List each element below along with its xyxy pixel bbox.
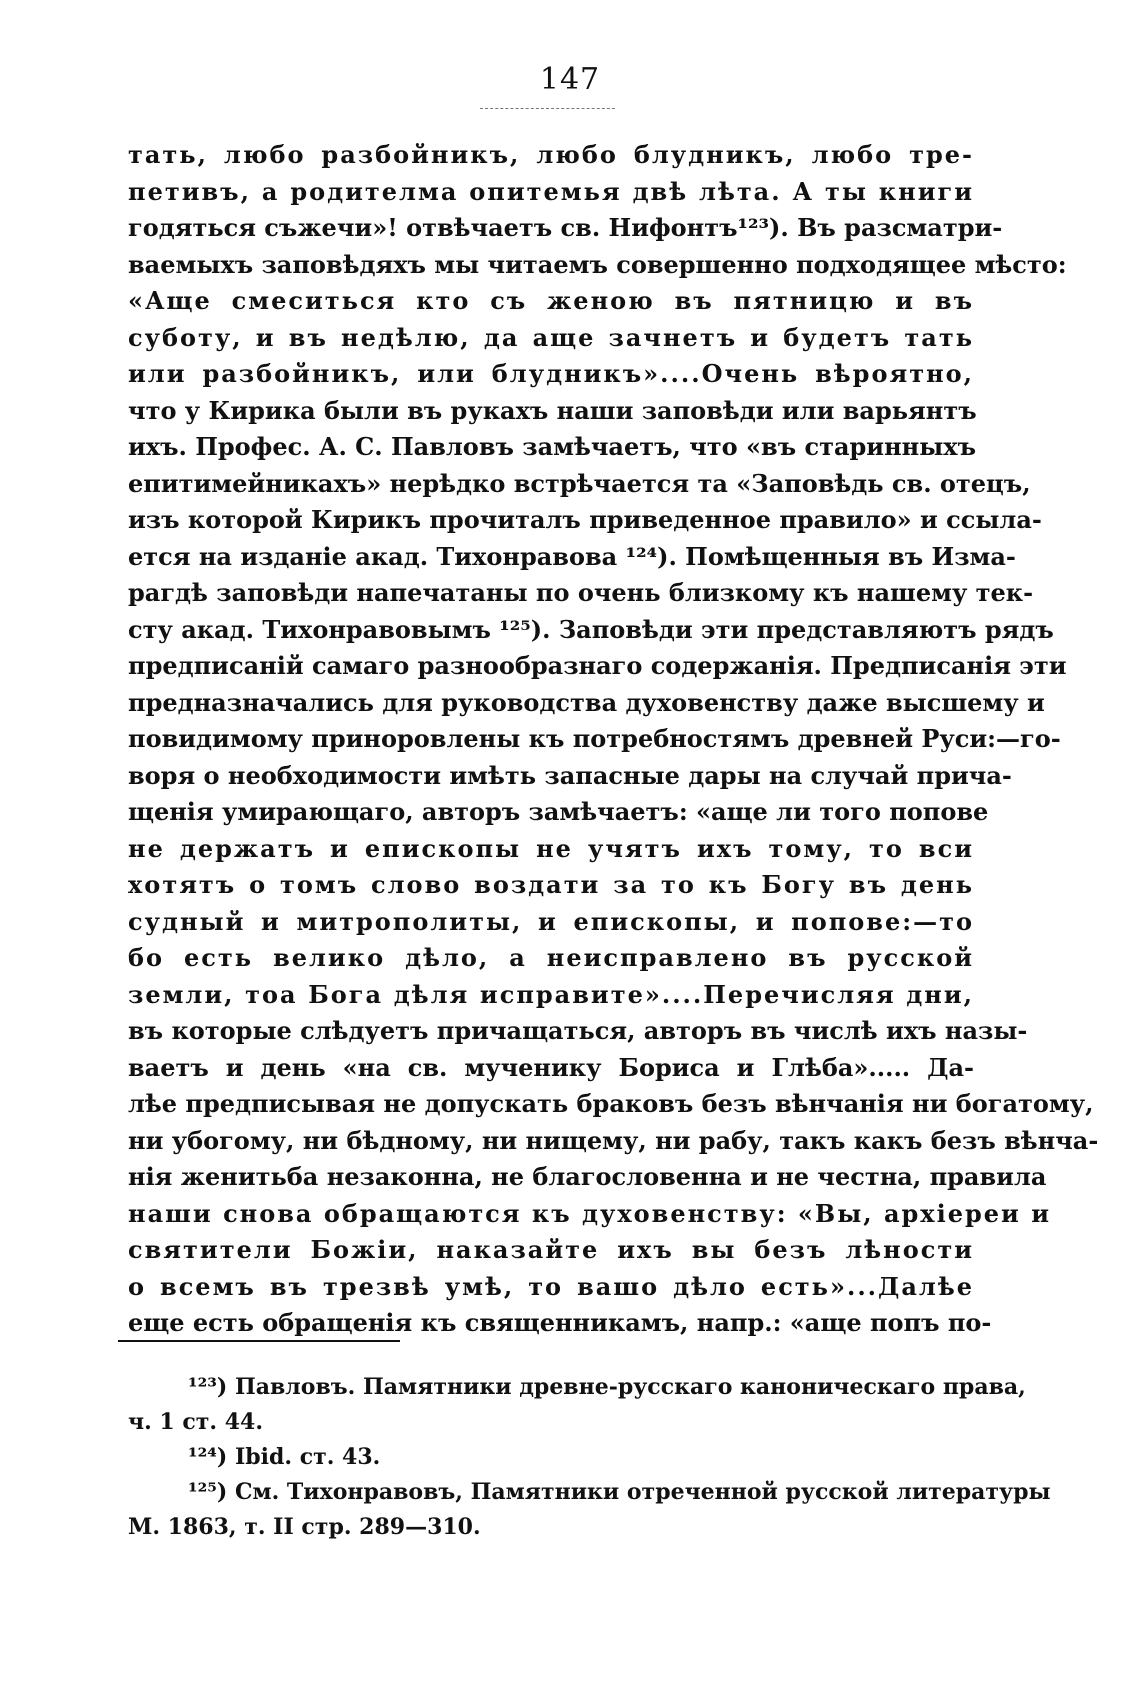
text-line: петивъ, а родителма опитемья двѣ лѣта. А ты книги xyxy=(128,176,974,206)
text-line: что у Кирика были въ рукахъ наши заповѣди или варьянтъ xyxy=(128,395,977,425)
text-line: лѣе предписывая не допускать браковъ безъ вѣнчанія ни богатому, xyxy=(128,1089,1094,1118)
text-line: ется на изданіе акад. Тихонравова ¹²⁴). Помѣщенныя въ Изма- xyxy=(128,541,1016,571)
text-line: рагдѣ заповѣди напечатаны по очень близкому къ нашему тек- xyxy=(128,578,1034,607)
text-line: «Аще смеситься кто съ женою въ пятницю и въ xyxy=(128,286,974,315)
text-line: сту акад. Тихонравовымъ ¹²⁵). Заповѣди эти представляютъ рядъ xyxy=(128,614,1054,644)
footnote-123: ¹²³) Павловъ. Памятники древне-русскаго каноническаго права, xyxy=(188,1374,1026,1400)
text-line: не держатъ и епископы не учятъ ихъ тому, то вси xyxy=(128,833,974,863)
text-line: предназначались для руководства духовенству даже высшему и xyxy=(128,687,1045,717)
text-line: годяться съжечи»! отвѣчаетъ св. Нифонтъ¹²³). Въ разсматри- xyxy=(128,213,1003,242)
footnote-123-continued: ч. 1 ст. 44. xyxy=(128,1409,264,1435)
text-line: бо есть велико дѣло, а неисправлено въ русской xyxy=(128,943,974,972)
main-text xyxy=(128,137,1099,1342)
page-number: 147 xyxy=(539,62,601,97)
text-line: повидимому приноровлены къ потребностямъ древней Руси:—го- xyxy=(128,724,1061,753)
footnote-125: ¹²⁵) См. Тихонравовъ, Памятники отреченной русской литературы xyxy=(188,1479,1051,1505)
text-line: ихъ. Профес. А. С. Павловъ замѣчаетъ, что «въ старинныхъ xyxy=(128,432,976,461)
text-line: суботу, и въ недѣлю, да аще зачнетъ и будетъ тать xyxy=(128,322,974,352)
text-line: или разбойникъ, или блудникъ»....Очень вѣроятно, xyxy=(128,359,974,388)
text-line: предписаній самаго разнообразнаго содержанія. Предписанія эти xyxy=(128,651,1067,680)
footnotes xyxy=(128,1370,1051,1545)
text-line: хотятъ о томъ слово воздати за то къ Богу въ день xyxy=(128,870,974,899)
text-line: еще есть обращенія къ священникамъ, напр.: «аще попъ по- xyxy=(128,1308,992,1337)
text-line: тать, любо разбойникъ, любо блудникъ, любо тре- xyxy=(128,140,974,169)
text-line: щенія умирающаго, авторъ замѣчаетъ: «аще ли того попове xyxy=(128,797,989,826)
footnote-125-continued: М. 1863, т. II стр. 289—310. xyxy=(128,1514,481,1540)
text-line: воря о необходимости имѣть запасные дары на случай прича- xyxy=(128,760,1012,790)
text-line: изъ которой Кирикъ прочиталъ приведенное правило» и ссыла- xyxy=(128,505,1042,534)
footnote-124: ¹²⁴) Ibid. ст. 43. xyxy=(188,1444,381,1470)
text-line: о всемъ въ трезвѣ умѣ, то вашо дѣло есть»...Далѣе xyxy=(128,1271,974,1301)
text-line: наши снова обращаются къ духовенству: «Вы, архіереи и xyxy=(128,1198,1051,1228)
text-line: въ которые слѣдуетъ причащаться, авторъ въ числѣ ихъ назы- xyxy=(128,1016,1028,1045)
text-line: нія женитьба незаконна, не благословенна и не честна, правила xyxy=(128,1162,1047,1191)
text-line: ни убогому, ни бѣдному, ни нищему, ни рабу, такъ какъ безъ вѣнча- xyxy=(128,1125,1099,1155)
text-line: ваемыхъ заповѣдяхъ мы читаемъ совершенно подходящее мѣсто: xyxy=(128,249,1067,279)
text-line: святители Божіи, наказайте ихъ вы безъ лѣности xyxy=(128,1235,974,1264)
text-line: судный и митрополиты, и епископы, и попове:—то xyxy=(128,906,974,936)
header-rule xyxy=(480,108,615,109)
text-line: ваетъ и день «на св. мученику Бориса и Глѣба»..... Да- xyxy=(128,1052,974,1082)
text-line: епитимейникахъ» нерѣдко встрѣчается та «Заповѣдь св. отецъ, xyxy=(128,468,1031,498)
text-line: земли, тоа Бога дѣля исправите»....Перечисляя дни, xyxy=(128,979,974,1009)
footnote-rule xyxy=(118,1340,400,1342)
